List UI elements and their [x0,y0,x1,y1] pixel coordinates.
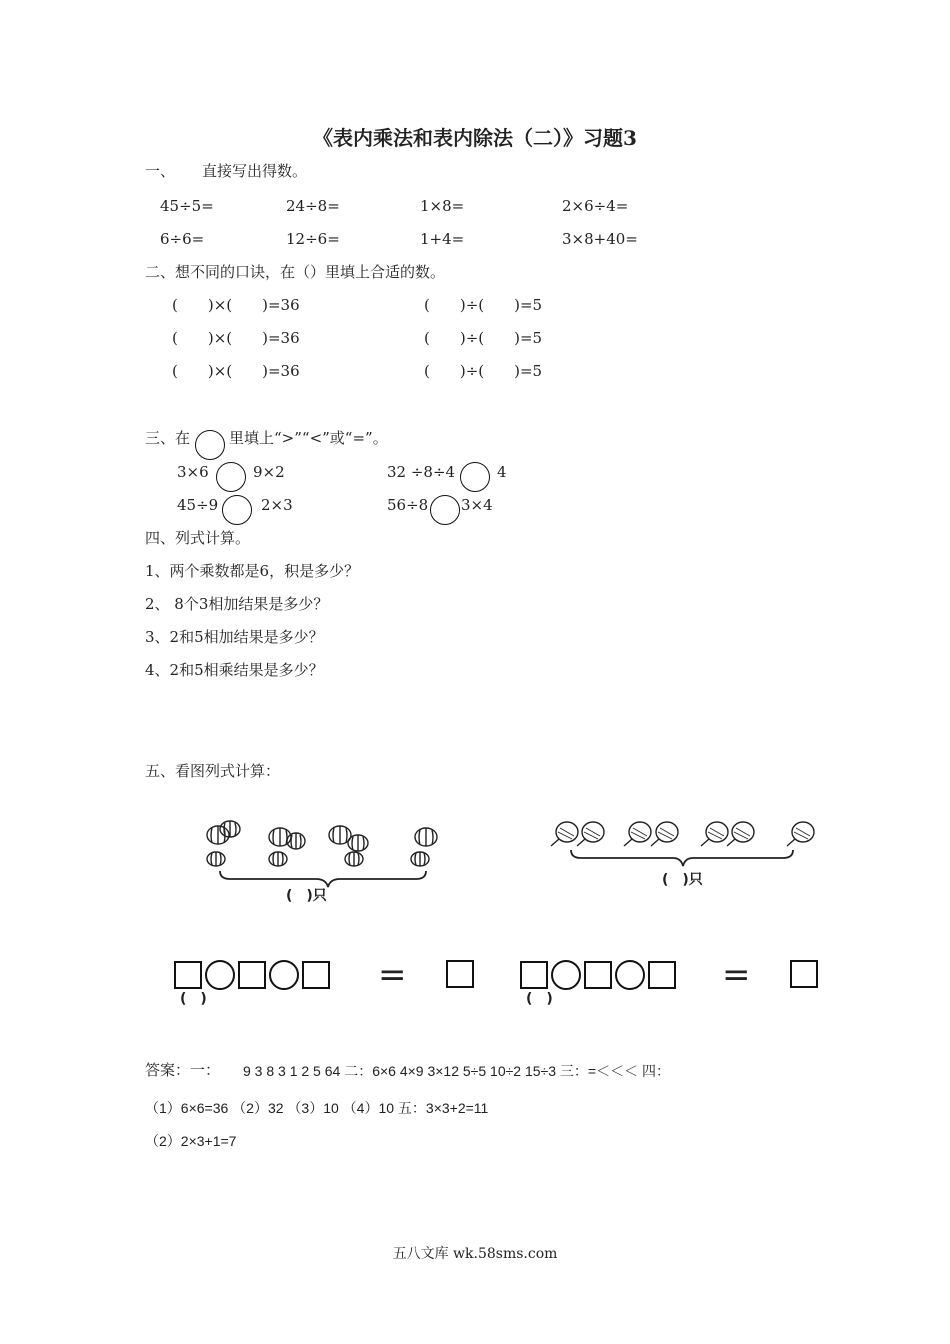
s3-left-operand: 56÷8 [387,496,429,514]
s2-left-item: ( )×( )=36 [172,296,300,314]
section-3-heading-pre: 三、在 [145,429,191,447]
pumpkin-icon [207,852,225,866]
s3-right-operand: 9×2 [253,463,285,481]
operator-circle[interactable] [205,960,235,990]
s1-item: 2×6÷4= [562,197,629,215]
operator-circle[interactable] [615,960,645,990]
paddle-icon [701,822,728,846]
brace-icon [220,871,426,887]
s4-question: 3、2和5相加结果是多少？ [145,628,324,646]
equation-template-2 [520,960,676,990]
answers-line-1: 9 3 8 3 1 2 5 64 二：6×6 4×9 3×12 5÷5 10÷2 15÷3 三：=＜＜＜ 四： [243,1063,670,1079]
s4-question: 1、两个乘数都是6，积是多少？ [145,562,360,580]
s2-left-item: ( )×( )=36 [172,362,300,380]
paddle-icon [624,822,651,846]
answers-line-2: （1）6×6=36 （2）32 （3）10 （4）10 五：3×3+2=11 [145,1100,489,1116]
pumpkin-icon [415,828,437,846]
s3-right-operand: 3×4 [461,496,493,514]
answers-label: 答案：一： [145,1061,221,1079]
s3-right-operand: 2×3 [261,496,293,514]
s3-left-operand: 45÷9 [177,496,219,514]
compare-circle-icon[interactable] [216,462,246,492]
answer-box[interactable] [446,960,474,988]
pumpkin-icon [411,852,429,866]
section-2-heading: 二、想不同的口诀，在（）里填上合适的数。 [145,263,446,281]
answer-box[interactable] [584,961,612,989]
s1-item: 45÷5= [160,197,214,215]
pumpkin-icon [269,852,287,866]
answer-box[interactable] [648,961,676,989]
s3-right-operand: 4 [497,463,507,481]
answer-box[interactable] [520,961,548,989]
paddle-icon [577,822,604,846]
compare-circle-icon[interactable] [460,462,490,492]
under-paren: ( ) [526,991,553,1007]
s1-item: 1×8= [420,197,465,215]
s4-question: 2、 8个3相加结果是多少？ [145,595,329,613]
section-5-heading: 五、看图列式计算： [145,762,281,780]
compare-circle-icon[interactable] [222,495,252,525]
section-3-heading-post: 里填上“>”“<”或“=”。 [229,429,388,447]
section-4-heading: 四、列式计算。 [145,529,251,547]
answer-box[interactable] [790,960,818,988]
pic1-count-label: ( )只 [286,888,327,904]
equals-sign: = [722,955,751,995]
answer-box[interactable] [302,961,330,989]
paddle-icon [727,822,754,846]
answer-box[interactable] [238,961,266,989]
operator-circle[interactable] [269,960,299,990]
pumpkin-icon [220,821,240,837]
under-paren: ( ) [180,991,207,1007]
s1-item: 1+4= [420,230,465,248]
answer-box[interactable] [174,961,202,989]
s1-item: 6÷6= [160,230,205,248]
s4-question: 4、2和5相乘结果是多少？ [145,661,324,679]
brace-icon [571,850,793,866]
page-title: 《表内乘法和表内除法（二）》习题3 [313,126,637,150]
section-1-heading: 直接写出得数。 [202,162,308,180]
pumpkin-icon [348,835,368,851]
s2-right-item: ( )÷( )=5 [424,296,543,314]
s3-left-operand: 32 ÷8÷4 [387,463,456,481]
section-1-number: 一、 [145,162,176,180]
s2-right-item: ( )÷( )=5 [424,362,543,380]
pumpkin-icon [207,826,229,844]
operator-circle[interactable] [551,960,581,990]
pumpkins-picture [200,815,460,915]
pic2-count-label: ( )只 [662,872,703,888]
s1-item: 3×8+40= [562,230,638,248]
pumpkin-icon [345,852,363,866]
paddle-icon [787,822,814,846]
compare-circle-icon [195,430,225,460]
s1-item: 24÷8= [286,197,340,215]
s2-left-item: ( )×( )=36 [172,329,300,347]
s2-right-item: ( )÷( )=5 [424,329,543,347]
paddle-icon [651,822,678,846]
compare-circle-icon[interactable] [430,495,460,525]
page-footer: 五八文库 wk.58sms.com [392,1246,558,1262]
equals-sign: = [378,955,407,995]
s1-item: 12÷6= [286,230,340,248]
paddle-icon [551,822,578,846]
answers-line-3: （2）2×3+1=7 [145,1133,237,1149]
equation-template-1 [174,960,330,990]
s3-left-operand: 3×6 [177,463,209,481]
